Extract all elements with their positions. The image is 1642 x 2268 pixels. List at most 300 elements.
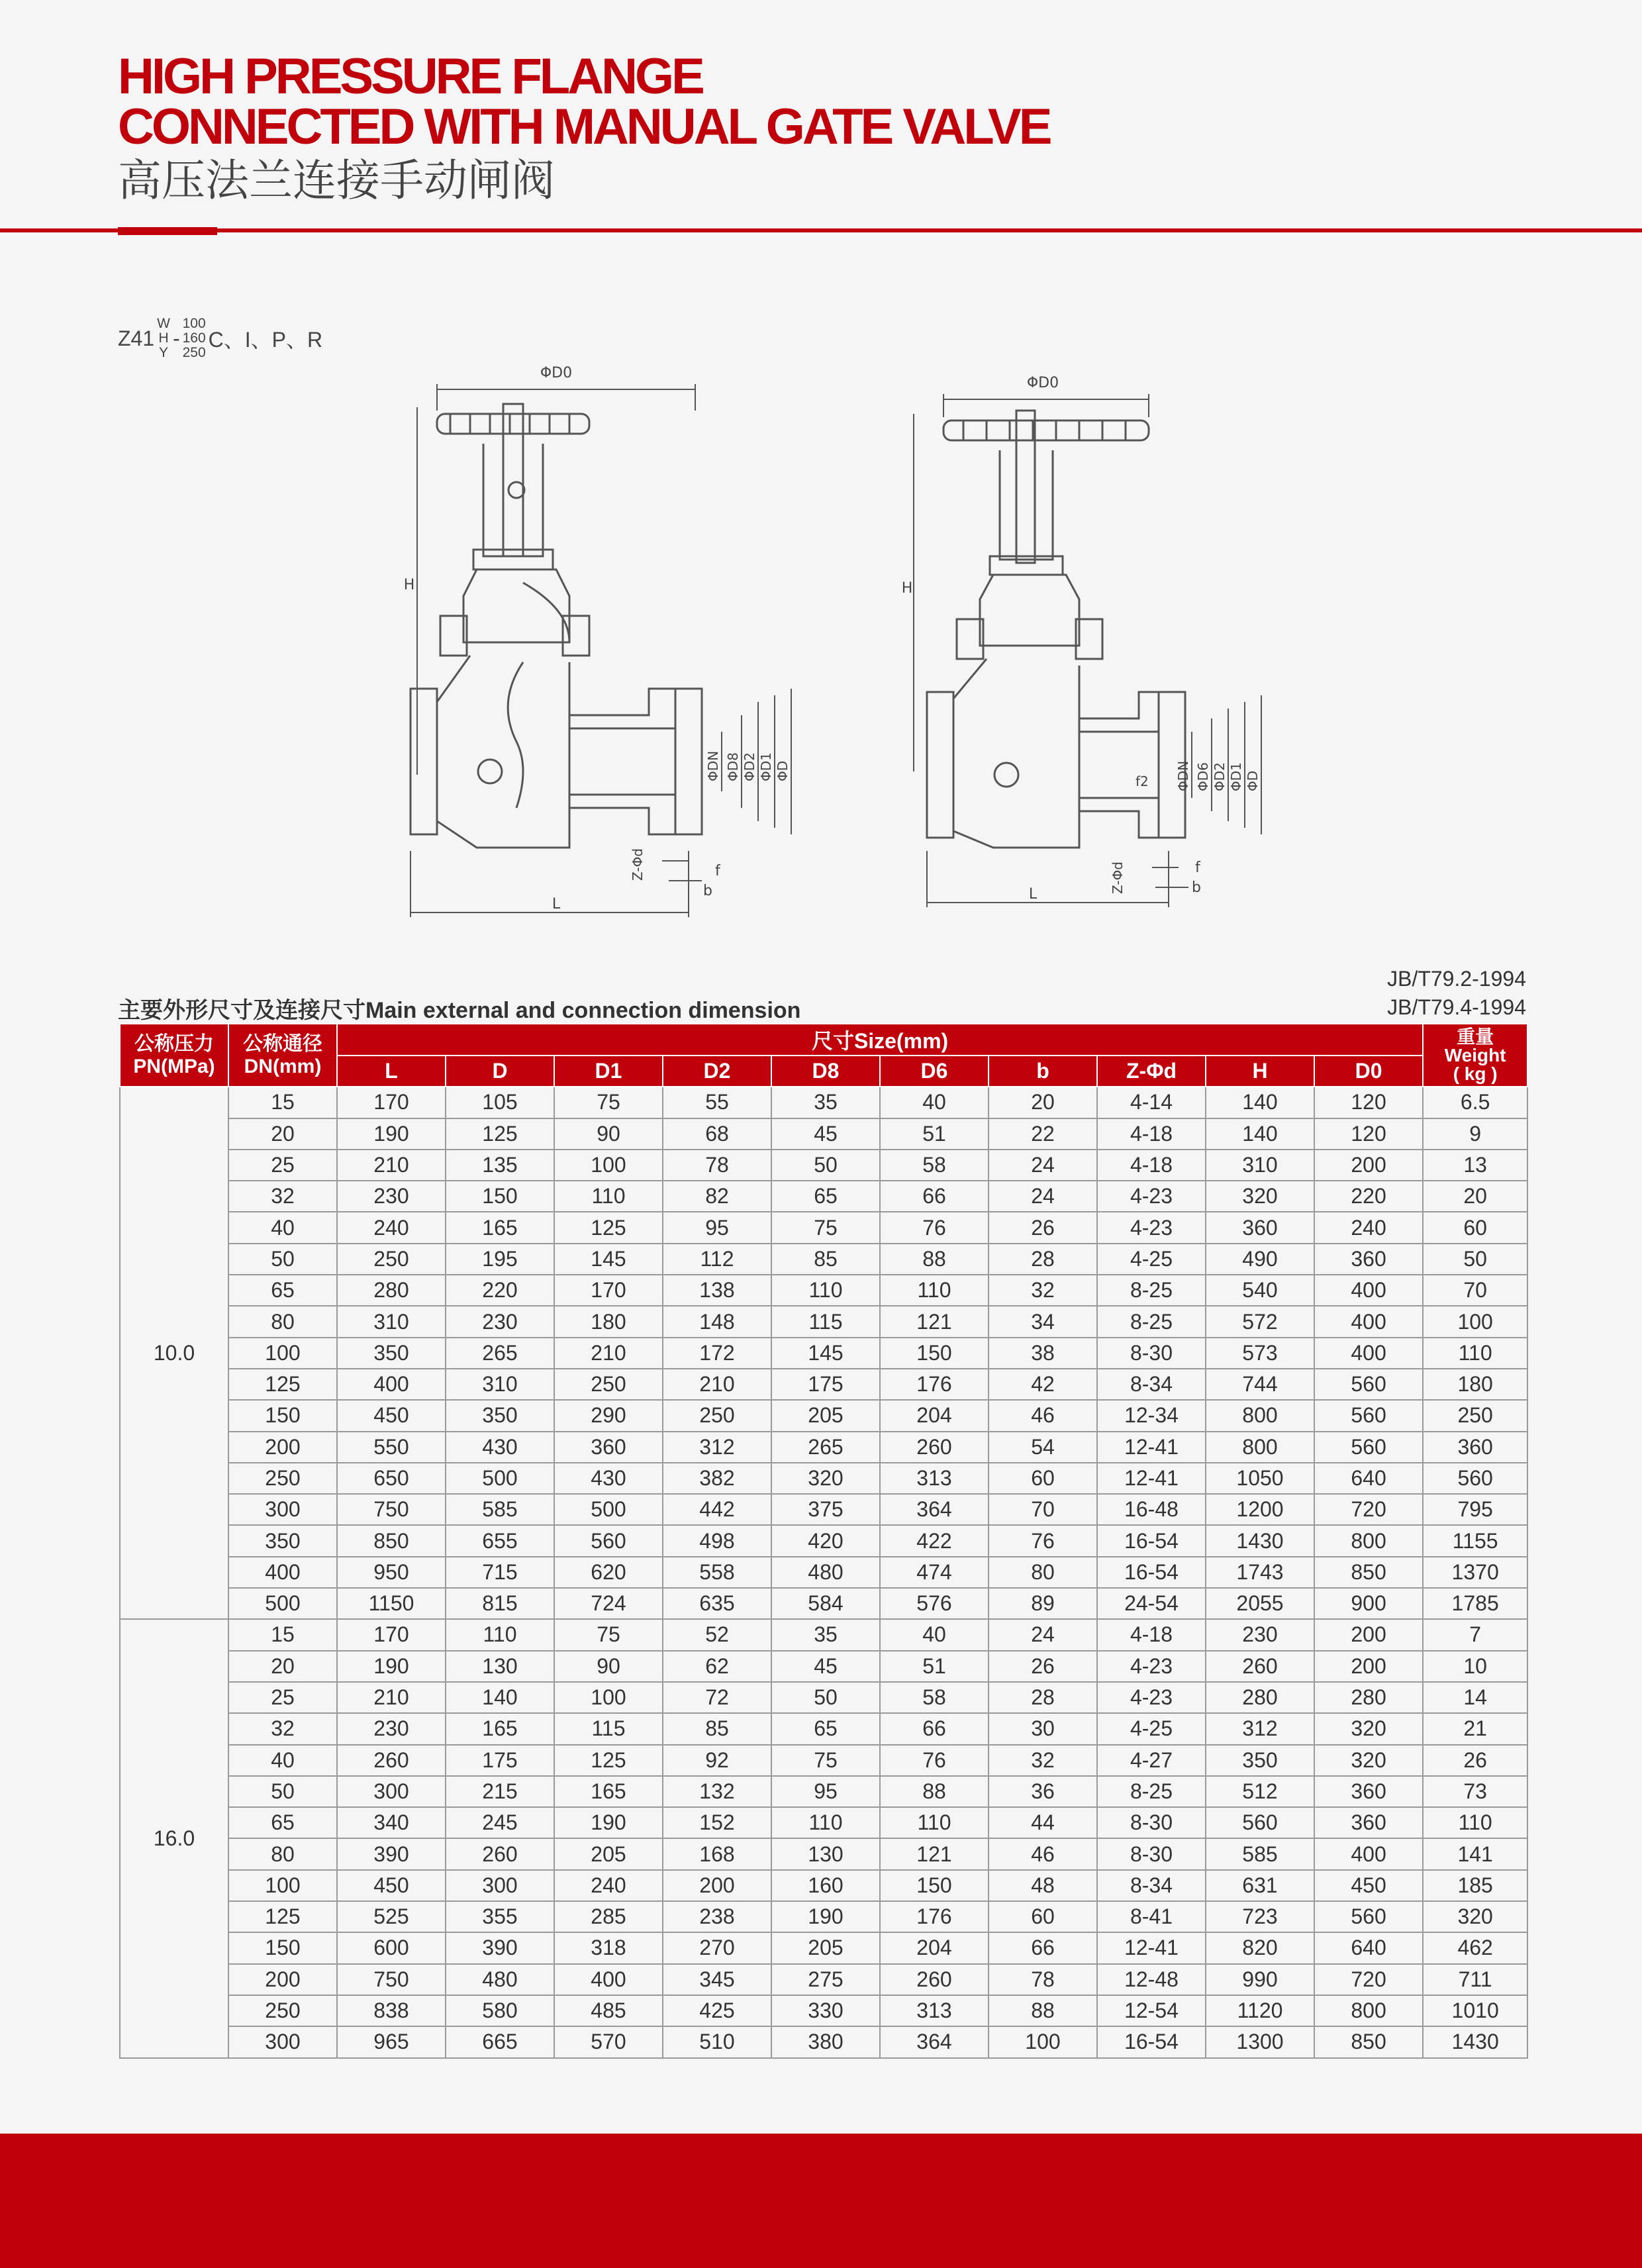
table-cell: 640 (1314, 1463, 1423, 1494)
table-cell: 200 (228, 1432, 337, 1463)
dim-label-d: ΦD (1245, 770, 1261, 791)
table-cell: 82 (663, 1181, 771, 1212)
table-cell: 850 (337, 1525, 446, 1556)
table-cell: 8-25 (1097, 1776, 1206, 1807)
table-cell: 360 (1206, 1212, 1314, 1243)
table-cell: 240 (337, 1212, 446, 1243)
model-pressure: 250 (182, 345, 206, 360)
table-cell: 20 (1423, 1181, 1527, 1212)
column-header: Z-Φd (1097, 1056, 1206, 1087)
table-cell: 340 (337, 1807, 446, 1838)
table-cell: 25 (228, 1150, 337, 1181)
dim-label-d0: ΦD0 (540, 365, 573, 381)
table-cell: 110 (880, 1807, 989, 1838)
table-row (120, 1338, 1527, 1369)
table-cell: 425 (663, 1995, 771, 2026)
header-pn (120, 1024, 228, 1087)
table-cell: 450 (337, 1400, 446, 1431)
table-row (120, 1776, 1527, 1807)
table-cell: 245 (446, 1807, 554, 1838)
table-cell: 100 (554, 1682, 663, 1713)
column-header: D6 (880, 1056, 989, 1087)
table-cell: 240 (554, 1870, 663, 1901)
table-cell: 570 (554, 2026, 663, 2057)
table-cell: 750 (337, 1494, 446, 1525)
table-cell: 75 (554, 1619, 663, 1650)
table-cell: 631 (1206, 1870, 1314, 1901)
table-cell: 115 (771, 1306, 880, 1337)
table-cell: 711 (1423, 1964, 1527, 1995)
table-cell: 313 (880, 1463, 989, 1494)
table-cell: 364 (880, 2026, 989, 2057)
table-cell: 270 (663, 1932, 771, 1963)
table-cell: 8-30 (1097, 1338, 1206, 1369)
table-cell: 170 (554, 1275, 663, 1306)
table-cell: 8-30 (1097, 1838, 1206, 1869)
table-cell: 345 (663, 1964, 771, 1995)
table-cell: 280 (337, 1275, 446, 1306)
table-cell: 45 (771, 1651, 880, 1682)
table-cell: 1370 (1423, 1557, 1527, 1588)
table-cell: 50 (771, 1150, 880, 1181)
table-cell: 190 (554, 1807, 663, 1838)
table-cell: 320 (1314, 1745, 1423, 1776)
header-size: 尺寸Size(mm) (337, 1024, 1423, 1056)
table-row (120, 1087, 1527, 1118)
table-cell: 62 (663, 1651, 771, 1682)
table-cell: 6.5 (1423, 1087, 1527, 1118)
table-cell: 400 (1314, 1338, 1423, 1369)
table-cell: 1430 (1206, 1525, 1314, 1556)
table-row (120, 1212, 1527, 1243)
dim-label-zd: Z-Φd (630, 848, 646, 881)
table-cell: 75 (771, 1212, 880, 1243)
table-cell: 474 (880, 1557, 989, 1588)
table-cell: 121 (880, 1306, 989, 1337)
table-row (120, 1838, 1527, 1869)
table-cell: 350 (228, 1525, 337, 1556)
table-cell: 90 (554, 1651, 663, 1682)
table-cell: 15 (228, 1619, 337, 1650)
table-cell: 560 (1314, 1369, 1423, 1400)
table-cell: 21 (1423, 1713, 1527, 1744)
table-cell: 320 (1206, 1181, 1314, 1212)
table-cell: 250 (663, 1400, 771, 1431)
table-cell: 120 (1314, 1118, 1423, 1150)
table-cell: 65 (771, 1713, 880, 1744)
table-cell: 580 (446, 1995, 554, 2026)
table-cell: 350 (446, 1400, 554, 1431)
table-cell: 250 (228, 1463, 337, 1494)
header-divider (0, 228, 1642, 232)
table-cell: 51 (880, 1651, 989, 1682)
table-cell: 320 (1314, 1713, 1423, 1744)
header-pn-cn: 公称压力 (134, 1032, 214, 1055)
header-dn-en: DN(mm) (244, 1055, 322, 1077)
table-cell: 36 (989, 1776, 1097, 1807)
model-letter: Y (159, 345, 169, 360)
table-cell: 450 (337, 1870, 446, 1901)
table-cell: 1120 (1206, 1995, 1314, 2026)
table-cell: 112 (663, 1244, 771, 1275)
table-cell: 180 (554, 1306, 663, 1337)
column-header: H (1206, 1056, 1314, 1087)
table-row (120, 1588, 1527, 1619)
table-cell: 560 (1314, 1901, 1423, 1932)
header-pn-en: PN(MPa) (133, 1055, 215, 1077)
table-cell: 290 (554, 1400, 663, 1431)
table-cell: 150 (446, 1181, 554, 1212)
table-cell: 92 (663, 1745, 771, 1776)
table-cell: 88 (989, 1995, 1097, 2026)
table-caption: 主要外形尺寸及连接尺寸Main external and connection dimension (118, 998, 801, 1023)
table-cell: 275 (771, 1964, 880, 1995)
table-row (120, 1870, 1527, 1901)
table-cell: 200 (1314, 1150, 1423, 1181)
dim-label-zd: Z-Φd (1110, 861, 1126, 894)
table-cell: 4-18 (1097, 1150, 1206, 1181)
table-cell: 38 (989, 1338, 1097, 1369)
model-designation (118, 317, 322, 360)
table-cell: 715 (446, 1557, 554, 1588)
table-cell: 400 (554, 1964, 663, 1995)
table-cell: 24 (989, 1181, 1097, 1212)
model-pressure: 160 (182, 330, 206, 346)
table-cell: 72 (663, 1682, 771, 1713)
table-cell: 152 (663, 1807, 771, 1838)
table-cell: 560 (1206, 1807, 1314, 1838)
table-row (120, 1713, 1527, 1744)
table-cell: 312 (663, 1432, 771, 1463)
dim-label-d6: ΦD6 (1195, 762, 1211, 791)
table-row (120, 1964, 1527, 1995)
table-cell: 8-30 (1097, 1807, 1206, 1838)
table-cell: 121 (880, 1838, 989, 1869)
table-cell: 724 (554, 1588, 663, 1619)
table-cell: 210 (337, 1682, 446, 1713)
table-cell: 145 (554, 1244, 663, 1275)
table-cell: 50 (1423, 1244, 1527, 1275)
table-row (120, 1932, 1527, 1963)
column-header: D8 (771, 1056, 880, 1087)
dim-label-dn: ΦDN (1175, 760, 1191, 791)
table-cell: 100 (228, 1870, 337, 1901)
table-cell: 300 (228, 1494, 337, 1525)
table-cell: 260 (337, 1745, 446, 1776)
table-cell: 22 (989, 1118, 1097, 1150)
table-cell: 88 (880, 1776, 989, 1807)
table-cell: 35 (771, 1619, 880, 1650)
table-cell: 88 (880, 1244, 989, 1275)
table-cell: 45 (771, 1118, 880, 1150)
table-cell: 310 (337, 1306, 446, 1337)
table-cell: 600 (337, 1932, 446, 1963)
table-cell: 400 (1314, 1838, 1423, 1869)
table-cell: 4-14 (1097, 1087, 1206, 1118)
table-cell: 430 (554, 1463, 663, 1494)
table-cell: 230 (1206, 1619, 1314, 1650)
table-cell: 54 (989, 1432, 1097, 1463)
table-cell: 850 (1314, 2026, 1423, 2057)
table-cell: 300 (446, 1870, 554, 1901)
table-cell: 110 (880, 1275, 989, 1306)
table-cell: 50 (771, 1682, 880, 1713)
table-row (120, 1118, 1527, 1150)
table-cell: 35 (771, 1087, 880, 1118)
model-dash: - (172, 326, 180, 350)
table-cell: 60 (989, 1901, 1097, 1932)
table-cell: 12-41 (1097, 1463, 1206, 1494)
table-cell: 100 (228, 1338, 337, 1369)
table-cell: 165 (554, 1776, 663, 1807)
pn-cell: 16.0 (120, 1619, 228, 2057)
table-cell: 510 (663, 2026, 771, 2057)
table-cell: 655 (446, 1525, 554, 1556)
table-cell: 900 (1314, 1588, 1423, 1619)
table-cell: 125 (228, 1901, 337, 1932)
table-cell: 205 (554, 1838, 663, 1869)
model-pressure: 100 (182, 316, 206, 331)
model-letters (157, 317, 170, 360)
table-cell: 185 (1423, 1870, 1527, 1901)
table-cell: 442 (663, 1494, 771, 1525)
table-cell: 195 (446, 1244, 554, 1275)
table-cell: 100 (989, 2026, 1097, 2057)
table-cell: 560 (1314, 1400, 1423, 1431)
table-cell: 300 (337, 1776, 446, 1807)
header-weight-unit: ( kg ) (1453, 1063, 1498, 1084)
table-cell: 10 (1423, 1651, 1527, 1682)
table-cell: 265 (446, 1338, 554, 1369)
table-cell: 24 (989, 1619, 1097, 1650)
dim-label-l: L (552, 896, 561, 912)
table-cell: 190 (337, 1651, 446, 1682)
table-cell: 800 (1314, 1525, 1423, 1556)
table-cell: 422 (880, 1525, 989, 1556)
table-cell: 2055 (1206, 1588, 1314, 1619)
table-cell: 200 (663, 1870, 771, 1901)
table-cell: 584 (771, 1588, 880, 1619)
table-cell: 635 (663, 1588, 771, 1619)
table-cell: 250 (1423, 1400, 1527, 1431)
table-cell: 132 (663, 1776, 771, 1807)
table-cell: 66 (880, 1181, 989, 1212)
table-cell: 95 (663, 1212, 771, 1243)
table-row (120, 1807, 1527, 1838)
table-cell: 51 (880, 1118, 989, 1150)
table-cell: 238 (663, 1901, 771, 1932)
table-cell: 838 (337, 1995, 446, 2026)
table-cell: 550 (337, 1432, 446, 1463)
table-cell: 1300 (1206, 2026, 1314, 2057)
table-cell: 89 (989, 1588, 1097, 1619)
table-cell: 78 (989, 1964, 1097, 1995)
table-cell: 795 (1423, 1494, 1527, 1525)
table-cell: 318 (554, 1932, 663, 1963)
table-cell: 125 (554, 1212, 663, 1243)
table-cell: 480 (771, 1557, 880, 1588)
table-cell: 165 (446, 1212, 554, 1243)
table-cell: 450 (1314, 1870, 1423, 1901)
column-header: L (337, 1056, 446, 1087)
table-cell: 350 (337, 1338, 446, 1369)
table-cell: 60 (989, 1463, 1097, 1494)
table-cell: 573 (1206, 1338, 1314, 1369)
table-cell: 723 (1206, 1901, 1314, 1932)
table-cell: 485 (554, 1995, 663, 2026)
column-header: D (446, 1056, 554, 1087)
table-cell: 26 (1423, 1745, 1527, 1776)
table-cell: 110 (771, 1275, 880, 1306)
table-cell: 815 (446, 1588, 554, 1619)
table-cell: 58 (880, 1682, 989, 1713)
table-row (120, 1400, 1527, 1431)
table-cell: 620 (554, 1557, 663, 1588)
table-cell: 585 (446, 1494, 554, 1525)
table-cell: 125 (446, 1118, 554, 1150)
table-cell: 34 (989, 1306, 1097, 1337)
table-cell: 12-54 (1097, 1995, 1206, 2026)
table-cell: 360 (554, 1432, 663, 1463)
table-cell: 360 (1314, 1244, 1423, 1275)
dim-label-d: ΦD (775, 760, 791, 781)
table-cell: 820 (1206, 1932, 1314, 1963)
table-header-row (120, 1024, 1527, 1056)
table-cell: 190 (337, 1118, 446, 1150)
table-cell: 720 (1314, 1964, 1423, 1995)
table-cell: 200 (228, 1964, 337, 1995)
dim-label-f: f (1195, 860, 1200, 876)
dimension-table (119, 1023, 1528, 2059)
header-weight-cn: 重量 (1457, 1026, 1494, 1047)
table-cell: 110 (446, 1619, 554, 1650)
table-cell: 312 (1206, 1713, 1314, 1744)
table-cell: 4-23 (1097, 1651, 1206, 1682)
table-cell: 40 (880, 1087, 989, 1118)
table-row (120, 1901, 1527, 1932)
table-cell: 800 (1206, 1400, 1314, 1431)
table-cell: 26 (989, 1651, 1097, 1682)
table-cell: 280 (1314, 1682, 1423, 1713)
table-cell: 1743 (1206, 1557, 1314, 1588)
model-pressures (183, 317, 206, 360)
table-cell: 265 (771, 1432, 880, 1463)
table-cell: 990 (1206, 1964, 1314, 1995)
table-cell: 32 (989, 1275, 1097, 1306)
table-cell: 4-23 (1097, 1682, 1206, 1713)
table-row (120, 1494, 1527, 1525)
table-cell: 204 (880, 1400, 989, 1431)
title-line-1: HIGH PRESSURE FLANGE (118, 48, 702, 105)
table-cell: 32 (228, 1713, 337, 1744)
header-weight (1423, 1024, 1527, 1087)
table-cell: 175 (771, 1369, 880, 1400)
table-cell: 260 (446, 1838, 554, 1869)
page-title (118, 48, 1050, 155)
table-cell: 50 (228, 1244, 337, 1275)
table-cell: 135 (446, 1150, 554, 1181)
table-cell: 4-23 (1097, 1181, 1206, 1212)
table-cell: 141 (1423, 1838, 1527, 1869)
table-cell: 560 (1423, 1463, 1527, 1494)
table-cell: 32 (989, 1745, 1097, 1776)
table-cell: 48 (989, 1870, 1097, 1901)
table-cell: 40 (880, 1619, 989, 1650)
table-row (120, 1275, 1527, 1306)
table-cell: 350 (1206, 1745, 1314, 1776)
valve-drawing-right (900, 368, 1298, 924)
table-cell: 26 (989, 1212, 1097, 1243)
header-dn (228, 1024, 337, 1087)
table-cell: 4-25 (1097, 1713, 1206, 1744)
column-header: D0 (1314, 1056, 1423, 1087)
table-cell: 65 (228, 1807, 337, 1838)
table-cell: 50 (228, 1776, 337, 1807)
table-cell: 320 (771, 1463, 880, 1494)
table-cell: 800 (1314, 1995, 1423, 2026)
table-cell: 400 (1314, 1306, 1423, 1337)
table-row (120, 1995, 1527, 2026)
model-suffix: C、I、P、R (208, 328, 323, 352)
table-cell: 66 (989, 1932, 1097, 1963)
table-cell: 360 (1314, 1776, 1423, 1807)
table-cell: 7 (1423, 1619, 1527, 1650)
table-cell: 20 (989, 1087, 1097, 1118)
table-cell: 175 (446, 1745, 554, 1776)
table-cell: 68 (663, 1118, 771, 1150)
table-cell: 260 (880, 1432, 989, 1463)
table-cell: 140 (446, 1682, 554, 1713)
title-line-2: CONNECTED WITH MANUAL GATE VALVE (118, 99, 1050, 155)
table-row (120, 1181, 1527, 1212)
table-cell: 176 (880, 1369, 989, 1400)
table-cell: 25 (228, 1682, 337, 1713)
table-row (120, 1244, 1527, 1275)
table-cell: 176 (880, 1901, 989, 1932)
dim-label-b: b (703, 883, 712, 899)
table-cell: 75 (771, 1745, 880, 1776)
table-cell: 320 (1423, 1901, 1527, 1932)
table-cell: 572 (1206, 1306, 1314, 1337)
table-cell: 15 (228, 1087, 337, 1118)
table-cell: 560 (1314, 1432, 1423, 1463)
table-cell: 1050 (1206, 1463, 1314, 1494)
table-cell: 138 (663, 1275, 771, 1306)
table-cell: 4-27 (1097, 1745, 1206, 1776)
table-cell: 12-41 (1097, 1432, 1206, 1463)
table-cell: 4-18 (1097, 1118, 1206, 1150)
table-cell: 750 (337, 1964, 446, 1995)
standard-ref-1: JB/T79.2-1994 (1387, 967, 1526, 991)
table-cell: 380 (771, 2026, 880, 2057)
table-cell: 120 (1314, 1087, 1423, 1118)
table-cell: 65 (228, 1275, 337, 1306)
table-cell: 430 (446, 1432, 554, 1463)
valve-drawing-left (397, 358, 821, 927)
table-cell: 145 (771, 1338, 880, 1369)
table-cell: 250 (554, 1369, 663, 1400)
column-header: D1 (554, 1056, 663, 1087)
table-cell: 70 (989, 1494, 1097, 1525)
table-cell: 364 (880, 1494, 989, 1525)
table-cell: 390 (337, 1838, 446, 1869)
table-cell: 382 (663, 1463, 771, 1494)
table-cell: 250 (228, 1995, 337, 2026)
table-cell: 78 (663, 1150, 771, 1181)
table-cell: 28 (989, 1244, 1097, 1275)
table-cell: 150 (880, 1870, 989, 1901)
table-cell: 260 (1206, 1651, 1314, 1682)
